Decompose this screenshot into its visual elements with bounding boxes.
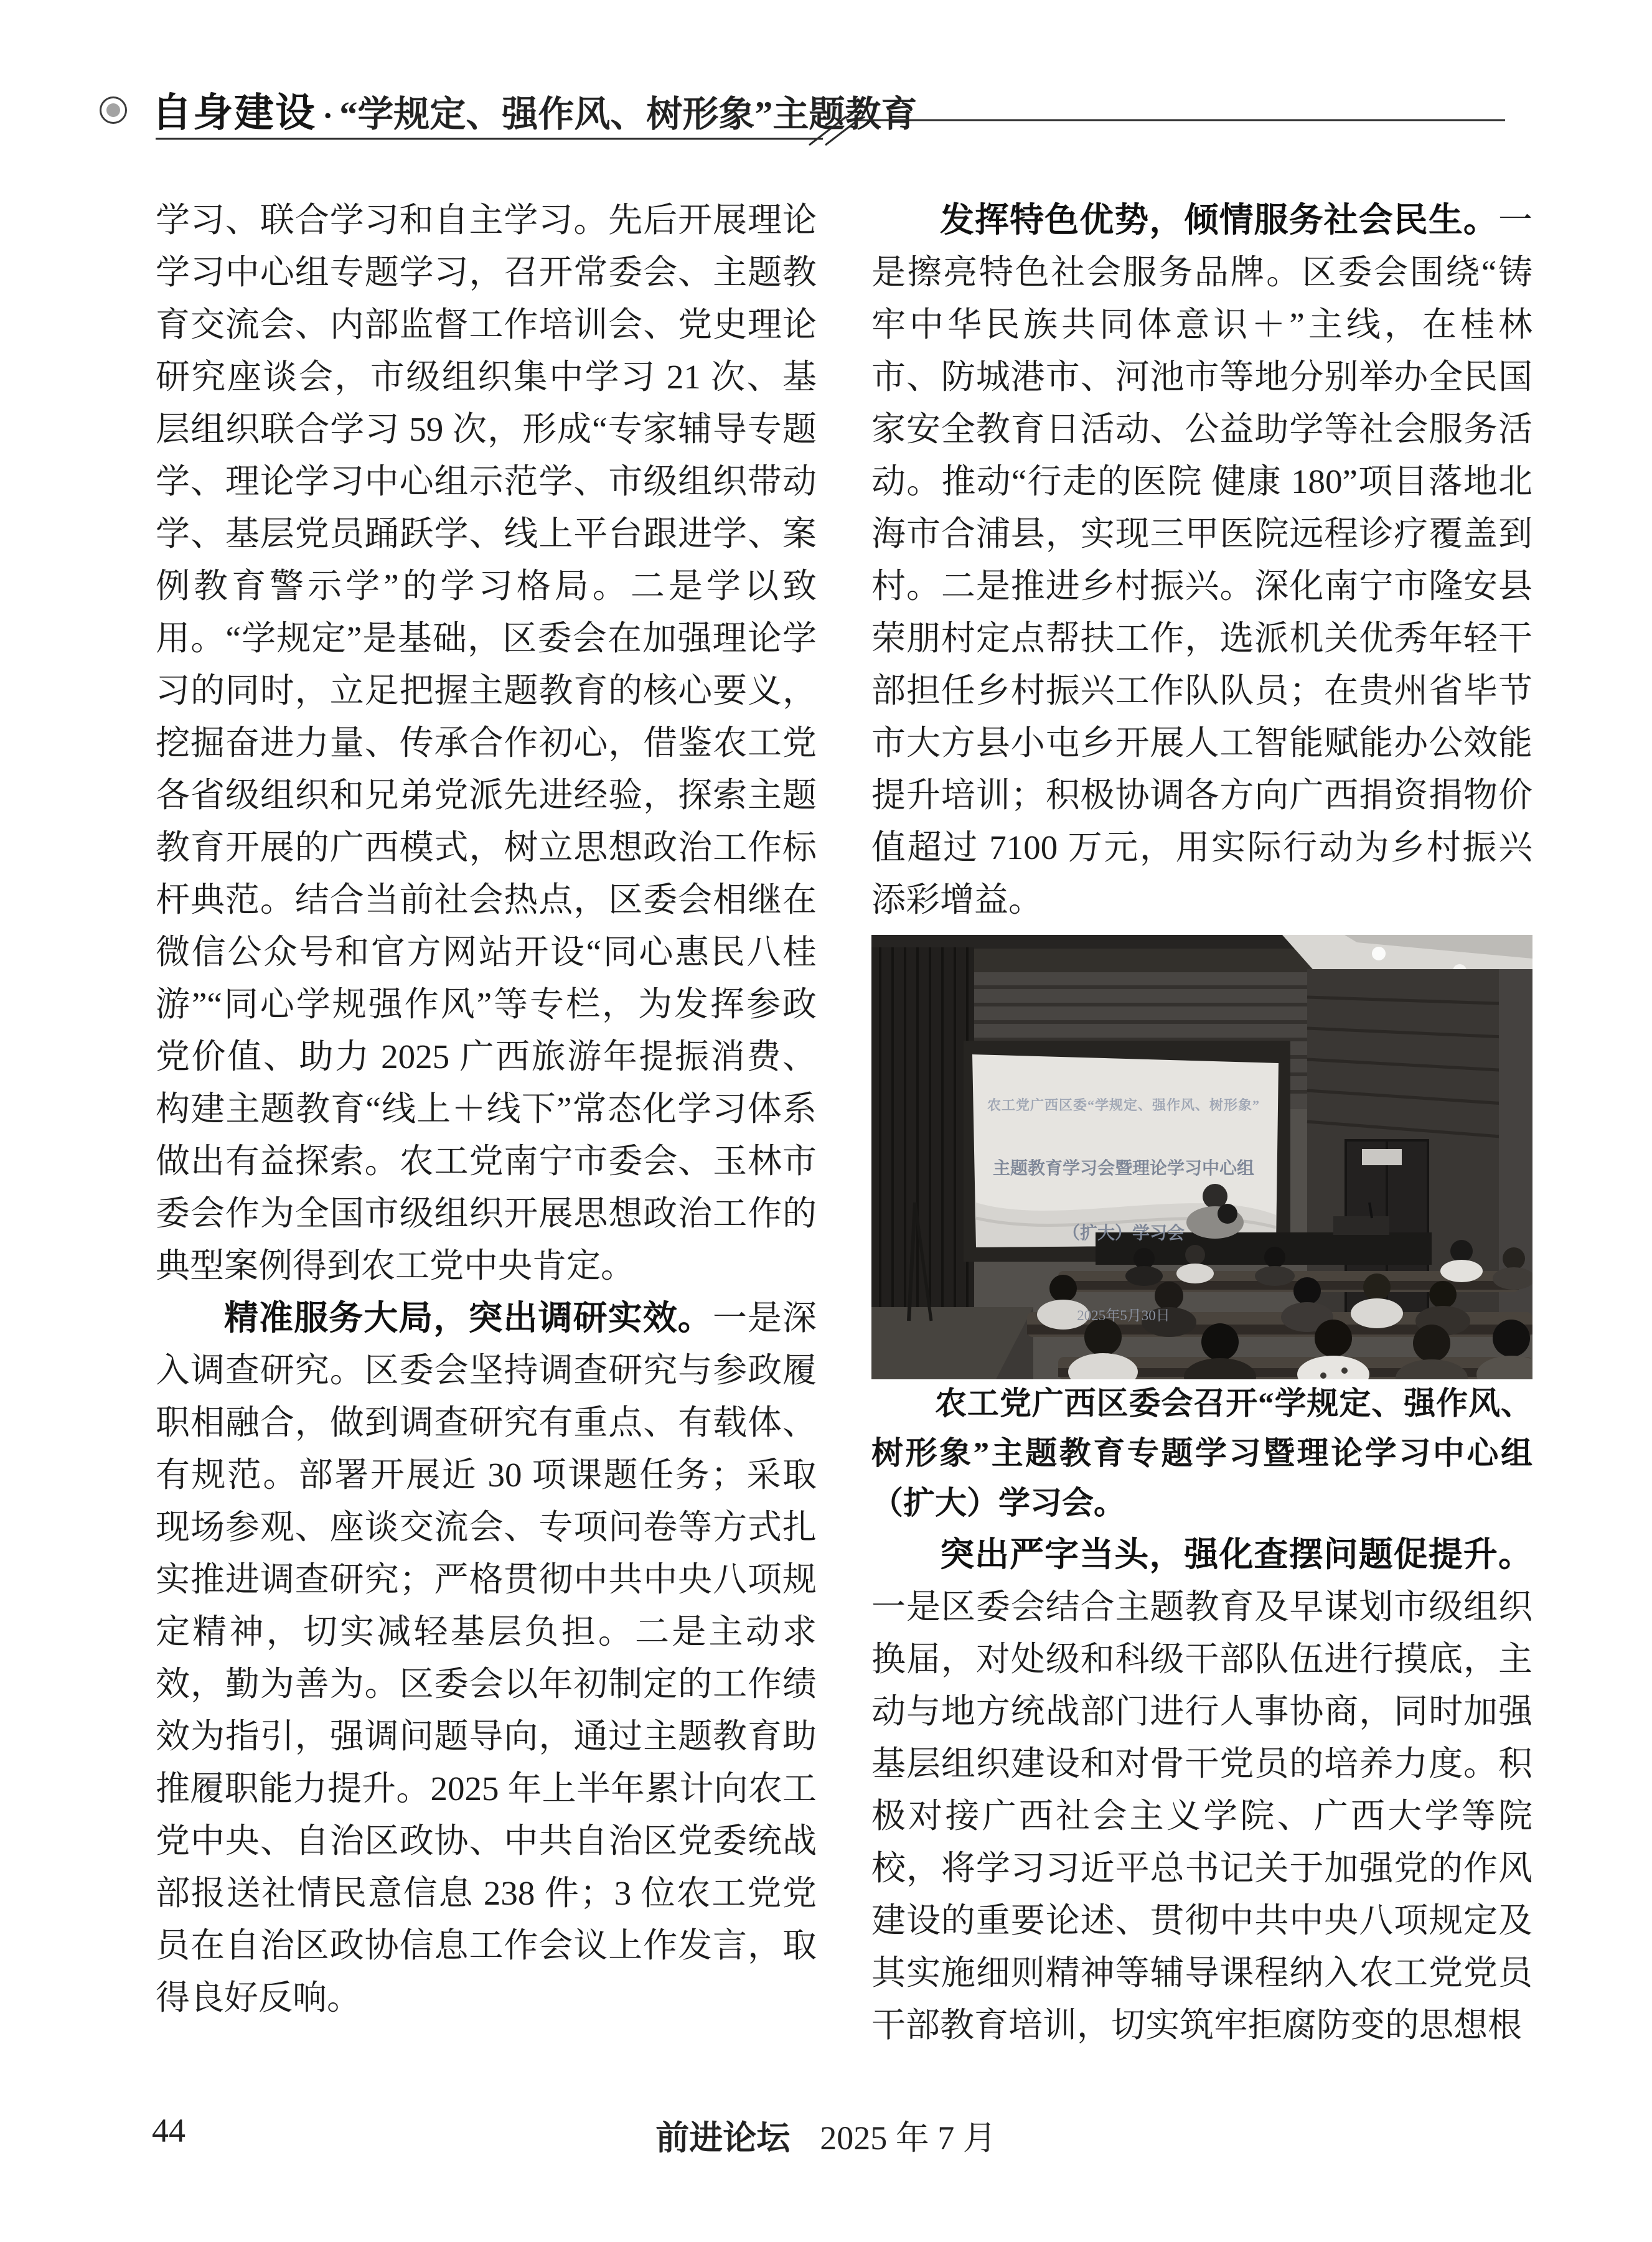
header-rule [0, 0, 1652, 162]
header-section-label: 自身建设 [152, 90, 316, 135]
header-separator: · [322, 98, 334, 134]
paragraph-body: 一是擦亮特色社会服务品牌。区委会围绕“铸牢中华民族共同体意识＋”主线，在桂林市、防城港市、河池市等地分别举办全民国家安全教育日活动、公益助学等社会服务活动。推动“行走的医院 健康 180”项目落地北海市合浦县，实现三甲医院远程诊疗覆盖到村。二是推进乡村振兴。深化南宁市隆安县荣朋村定点帮扶工作，选派机关优秀年轻干部担任乡村振兴工作队队员；在贵州省毕节市大方县小屯乡开展人工智能赋能办公效能提升培训；积极协调各方向广西捐资捐物价值超过 7100 万元，用实际行动为乡村振兴添彩增益。 [871, 201, 1532, 919]
screen-title-line2: 主题教育学习会暨理论学习中心组 [992, 1159, 1254, 1178]
footer-center [0, 2111, 1652, 2159]
journal-title: 前进论坛 [655, 2119, 791, 2157]
paragraph-lead: 精准服务大局，突出调研实效。 [224, 1299, 713, 1337]
screen-date: 2025年5月30日 [1077, 1308, 1170, 1323]
paragraph-continued: 学习、联合学习和自主学习。先后开展理论学习中心组专题学习，召开常委会、主题教育交流会、内部监督工作培训会、党史理论研究座谈会，市级组织集中学习 21 次、基层组织联合学习 59 次，形成“专家辅导专题学、理论学习中心组示范学、市级组织带动学、基层党员踊跃学、线上平台跟进学、案例教育警示学”的学习格局。二是学以致用。“学规定”是基础，区委会在加强理论学习的同时，立足把握主题教育的核心要义，挖掘奋进力量、传承合作初心，借鉴农工党各省级组织和兄弟党派先进经验，探索主题教育开展的广西模式，树立思想政治工作标杆典范。结合当前社会热点，区委会相继在微信公众号和官方网站开设“同心惠民八桂游”“同心学规强作风”等专栏，为发挥参政党价值、助力 2025 广西旅游年提振消费、构建主题教育“线上＋线下”常态化学习体系做出有益探索。农工党南宁市委会、玉林市委会作为全国市级组织开展思想政治工作的典型案例得到农工党中央肯定。 [156, 201, 817, 1285]
page-number: 44 [152, 2112, 185, 2149]
photo-caption: 农工党广西区委会召开“学规定、强作风、树形象”主题教育专题学习暨理论学习中心组（扩大）学习会。 [871, 1387, 1532, 1521]
paragraph [871, 194, 1532, 926]
projection-screen [979, 1079, 1269, 1342]
header-topic-label: “学规定、强作风、树形象”主题教育 [339, 94, 918, 134]
page-header [0, 0, 1652, 162]
paragraph-lead: 发挥特色优势，倾情服务社会民生。 [940, 201, 1498, 239]
page-footer [0, 2111, 1652, 2161]
paragraph-body: 一是区委会结合主题教育及早谋划市级组织换届，对处级和科级干部队伍进行摸底，主动与地方统战部门进行人事协商，同时加强基层组织建设和对骨干党员的培养力度。积极对接广西社会主义学院、广西大学等院校，将学习习近平总书记关于加强党的作风建设的重要论述、贯彻中共中央八项规定及其实施细则精神等辅导课程纳入农工党党员干部教育培训，切实筑牢拒腐防变的思想根 [871, 1588, 1532, 2044]
paragraph [871, 1529, 1532, 2052]
meeting-photo [871, 935, 1532, 1379]
right-column [871, 194, 1532, 2052]
issue-date: 2025 年 7 月 [820, 2119, 997, 2157]
paragraph-body: 一是深入调查研究。区委会坚持调查研究与参政履职相融合，做到调查研究有重点、有载体、有规范。部署开展近 30 项课题任务；采取现场参观、座谈交流会、专项问卷等方式扎实推进调查研究；严格贯彻中共中央八项规定精神，切实减轻基层负担。二是主动求效，勤为善为。区委会以年初制定的工作绩效为指引，强调问题导向，通过主题教育助推履职能力提升。2025 年上半年累计向农工党中央、自治区政协、中共自治区党委统战部报送社情民意信息 238 件；3 位农工党党员在自治区政协信息工作会议上作发言，取得良好反响。 [156, 1299, 817, 2017]
screen-title-line1: 农工党广西区委“学规定、强作风、树形象” [987, 1097, 1260, 1113]
paragraph [156, 1292, 817, 2024]
left-column [156, 194, 817, 2024]
paragraph-lead: 突出严字当头，强化查摆问题促提升。 [940, 1536, 1532, 1574]
screen-title-line3: （扩大）学习会 [1062, 1224, 1185, 1243]
